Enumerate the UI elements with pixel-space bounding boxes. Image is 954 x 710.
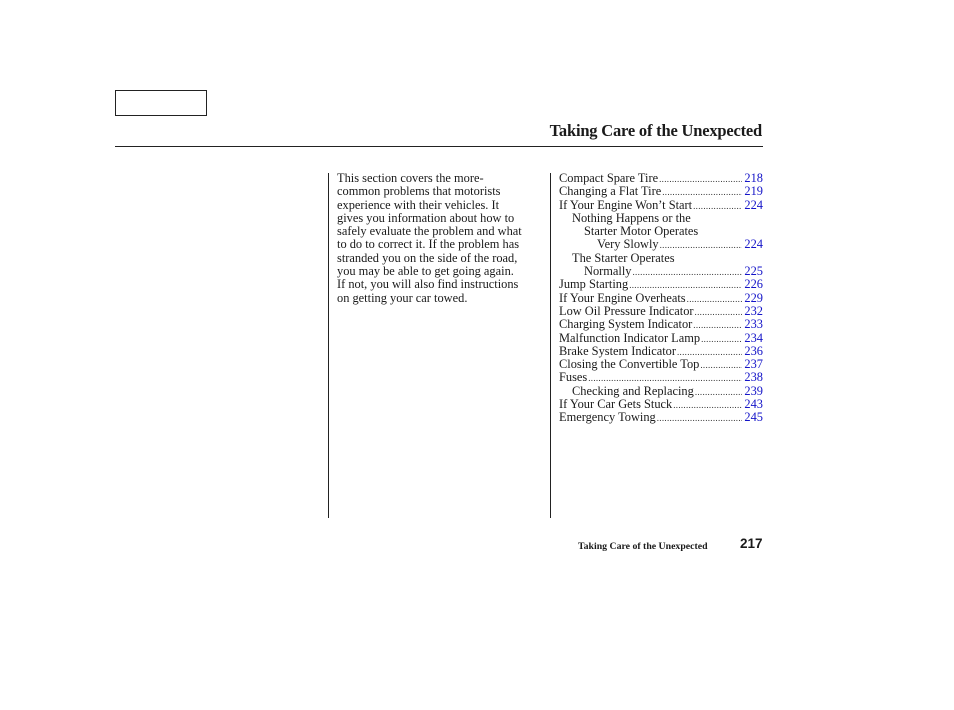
- toc-entry[interactable]: [559, 292, 763, 305]
- toc-entry-label: Fuses: [559, 371, 588, 385]
- toc-page-link[interactable]: 226: [744, 278, 763, 292]
- toc-page-link[interactable]: 243: [744, 398, 763, 412]
- toc-dot-leader: [633, 266, 743, 278]
- toc-entry[interactable]: [559, 332, 763, 345]
- toc-dot-leader: [701, 333, 742, 345]
- table-of-contents: [559, 172, 763, 425]
- toc-entry[interactable]: [559, 199, 763, 212]
- toc-dot-leader: [660, 239, 743, 251]
- toc-entry-label: Low Oil Pressure Indicator: [559, 304, 694, 318]
- intro-line: If not, you will also find instructions: [337, 277, 519, 292]
- intro-line: safely evaluate the problem and what: [337, 224, 522, 239]
- toc-dot-leader: [695, 386, 743, 398]
- toc-dot-leader: [673, 399, 742, 411]
- toc-dot-leader: [629, 279, 742, 291]
- column-divider-right: [550, 173, 551, 518]
- toc-entry-label: Normally: [584, 265, 632, 279]
- intro-line: stranded you on the side of the road,: [337, 250, 518, 265]
- toc-dot-leader: [677, 346, 742, 358]
- intro-line: on getting your car towed.: [337, 290, 468, 305]
- intro-line: you may be able to get going again.: [337, 264, 514, 279]
- section-tab-box: [115, 90, 207, 116]
- toc-entry[interactable]: [559, 318, 763, 331]
- toc-entry-label: Brake System Indicator: [559, 344, 676, 358]
- toc-dot-leader: [693, 200, 742, 212]
- toc-entry-label: Charging System Indicator: [559, 318, 693, 332]
- toc-entry-label: Nothing Happens or the: [572, 211, 691, 225]
- toc-entry-label: If Your Engine Won’t Start: [559, 198, 693, 212]
- toc-page-link[interactable]: 232: [744, 304, 763, 318]
- toc-page-link[interactable]: 236: [744, 344, 763, 358]
- toc-entry: [559, 212, 763, 225]
- toc-page-link[interactable]: 218: [744, 172, 763, 185]
- page-title: Taking Care of the Unexpected: [549, 121, 762, 140]
- toc-entry[interactable]: [559, 358, 763, 371]
- toc-dot-leader: [588, 372, 742, 384]
- intro-line: This section covers the more-: [337, 171, 484, 185]
- toc-page-link[interactable]: 224: [744, 238, 763, 252]
- intro-line: gives you information about how to: [337, 210, 515, 225]
- toc-entry-label: Jump Starting: [559, 278, 629, 292]
- toc-entry[interactable]: [559, 371, 763, 384]
- toc-page-link[interactable]: 239: [744, 384, 763, 398]
- toc-entry-label: Compact Spare Tire: [559, 172, 659, 185]
- toc-entry[interactable]: [559, 172, 763, 185]
- toc-page-link[interactable]: 245: [744, 411, 763, 425]
- toc-entry[interactable]: [559, 411, 763, 424]
- toc-dot-leader: [700, 359, 742, 371]
- toc-entry-label: Changing a Flat Tire: [559, 185, 662, 199]
- toc-page-link[interactable]: 238: [744, 371, 763, 385]
- toc-dot-leader: [657, 412, 743, 424]
- toc-page-link[interactable]: 237: [744, 358, 763, 372]
- column-divider-left: [328, 173, 329, 518]
- toc-dot-leader: [687, 293, 743, 305]
- intro-line: to do to correct it. If the problem has: [337, 237, 520, 252]
- toc-entry-label: Closing the Convertible Top: [559, 358, 700, 372]
- toc-entry[interactable]: [559, 185, 763, 198]
- toc-entry-label: Emergency Towing: [559, 411, 656, 425]
- toc-entry[interactable]: [559, 385, 763, 398]
- toc-page-link[interactable]: 229: [744, 291, 763, 305]
- toc-entry-label: Checking and Replacing: [572, 384, 694, 398]
- toc-entry-label: If Your Engine Overheats: [559, 291, 686, 305]
- toc-entry-label: The Starter Operates: [572, 251, 675, 265]
- toc-entry: [559, 225, 763, 238]
- toc-entry[interactable]: [559, 345, 763, 358]
- toc-dot-leader: [695, 306, 743, 318]
- footer-section-label: Taking Care of the Unexpected: [578, 541, 708, 552]
- toc-entry[interactable]: [559, 238, 763, 251]
- toc-page-link[interactable]: 219: [744, 185, 763, 199]
- toc-page-link[interactable]: 225: [744, 265, 763, 279]
- page-number: 217: [740, 536, 763, 551]
- toc-dot-leader: [693, 319, 742, 331]
- intro-line: common problems that motorists: [337, 184, 501, 199]
- toc-entry: [559, 252, 763, 265]
- toc-dot-leader: [659, 173, 742, 185]
- toc-page-link[interactable]: 234: [744, 331, 763, 345]
- toc-page-link[interactable]: 224: [744, 198, 763, 212]
- intro-line: experience with their vehicles. It: [337, 197, 500, 212]
- toc-entry-label: Very Slowly: [597, 238, 659, 252]
- toc-entry[interactable]: [559, 265, 763, 278]
- toc-dot-leader: [662, 186, 742, 198]
- toc-page-link[interactable]: 233: [744, 318, 763, 332]
- toc-entry[interactable]: [559, 278, 763, 291]
- toc-entry-label: Starter Motor Operates: [584, 225, 699, 239]
- toc-entry[interactable]: [559, 305, 763, 318]
- toc-entry-label: Malfunction Indicator Lamp: [559, 331, 701, 345]
- toc-entry[interactable]: [559, 398, 763, 411]
- toc-entry-label: If Your Car Gets Stuck: [559, 398, 673, 412]
- title-divider: [115, 146, 763, 147]
- intro-paragraph: [337, 172, 547, 305]
